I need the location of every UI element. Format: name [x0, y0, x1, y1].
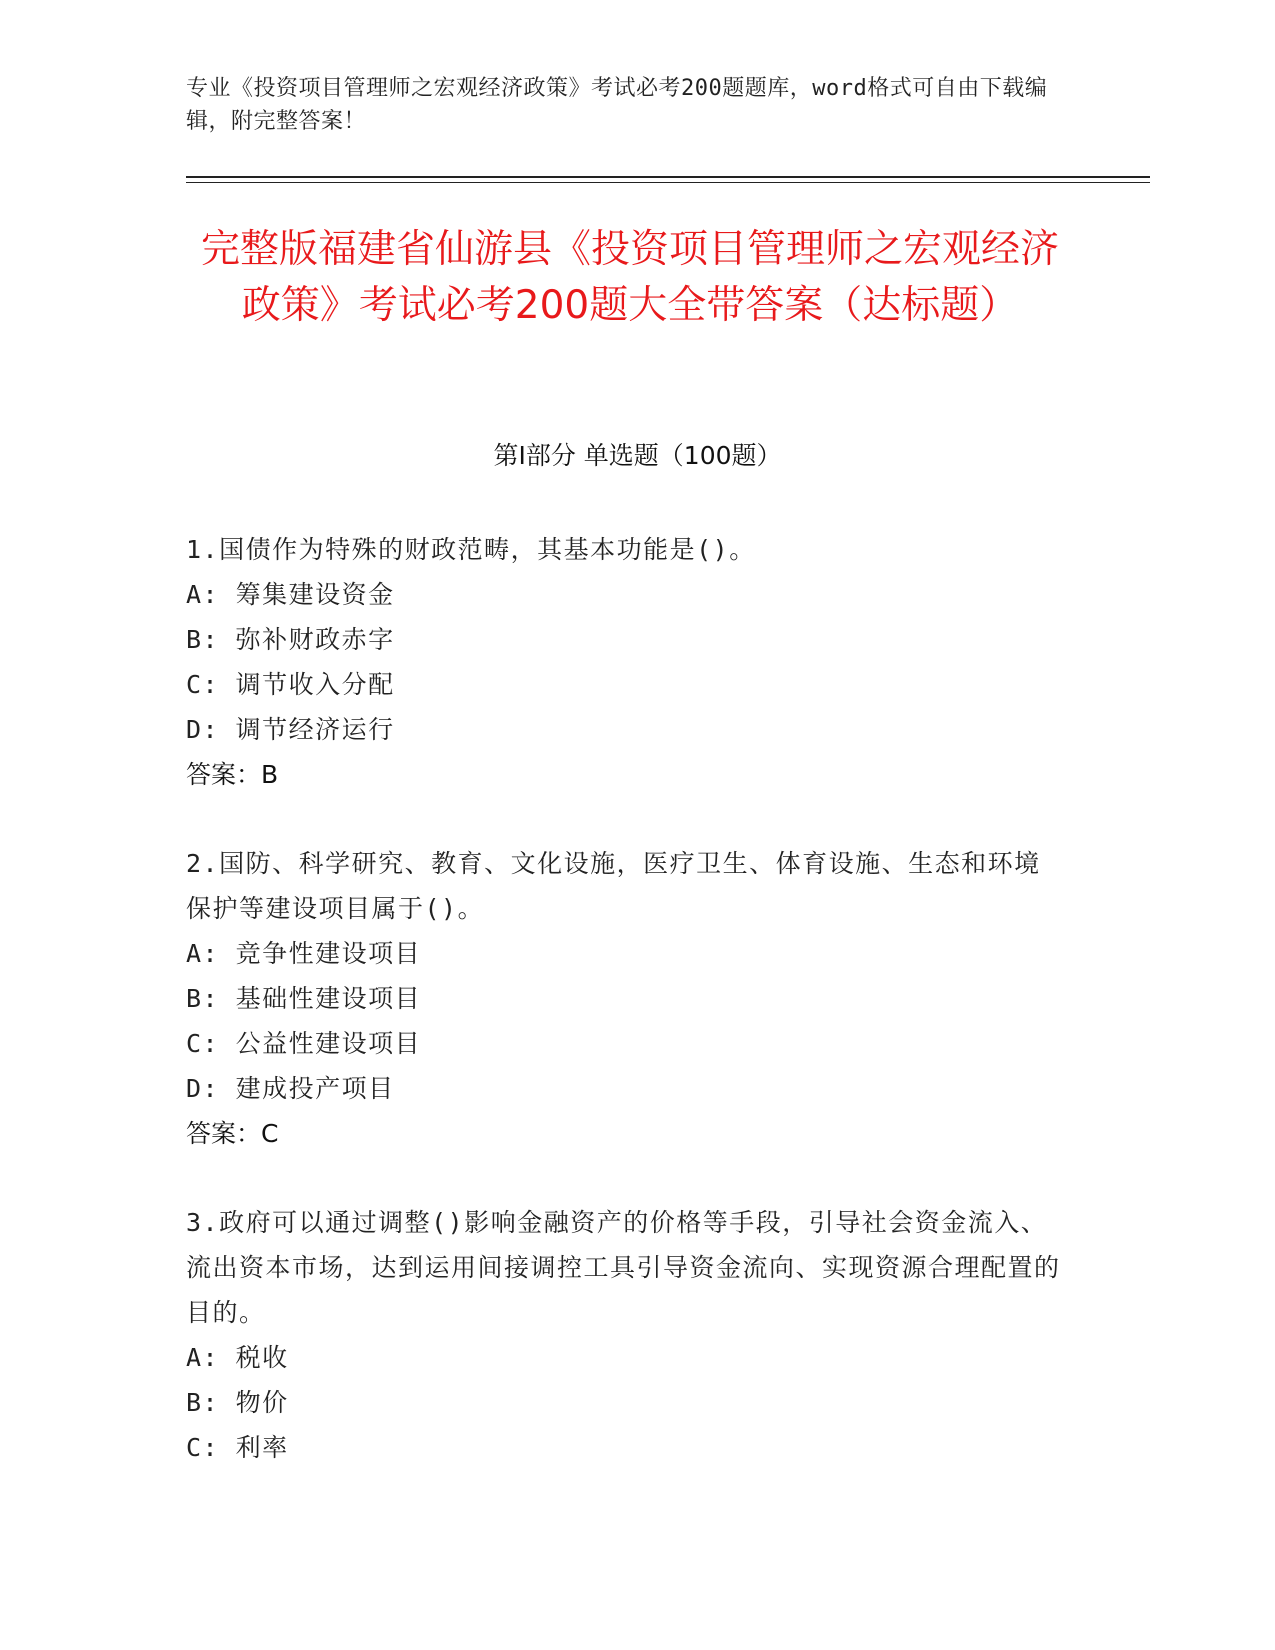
- header-divider-thin: [186, 182, 1150, 183]
- option-d: D: 调节经济运行: [186, 715, 395, 744]
- option-b: B: 物价: [186, 1388, 289, 1417]
- question-stem: 1.国债作为特殊的财政范畴，其基本功能是()。: [186, 535, 756, 564]
- option-a: A: 竞争性建设项目: [186, 939, 422, 968]
- answer: 答案：C: [186, 1119, 279, 1148]
- option-c: C: 调节收入分配: [186, 670, 395, 699]
- option-b: B: 弥补财政赤字: [186, 625, 395, 654]
- option-c: C: 公益性建设项目: [186, 1029, 422, 1058]
- question-3: [186, 1200, 1066, 1470]
- option-d: D: 建成投产项目: [186, 1074, 395, 1103]
- question-stem: 3.政府可以通过调整()影响金融资产的价格等手段，引导社会资金流入、流出资本市场，达到运用间接调控工具引导资金流向、实现资源合理配置的目的。: [186, 1208, 1061, 1327]
- header-note: 专业《投资项目管理师之宏观经济政策》考试必考200题题库，word格式可自由下载编辑，附完整答案！: [186, 76, 1048, 134]
- header-divider: [186, 176, 1150, 178]
- answer: 答案：B: [186, 760, 279, 789]
- question-1: [186, 527, 1066, 797]
- question-list: [186, 527, 1066, 1514]
- option-b: B: 基础性建设项目: [186, 984, 422, 1013]
- question-2: [186, 841, 1066, 1156]
- document-title: 完整版福建省仙游县《投资项目管理师之宏观经济政策》考试必考200题大全带答案（达标题）: [200, 227, 1059, 328]
- option-c: C: 利率: [186, 1433, 289, 1462]
- option-a: A: 筹集建设资金: [186, 580, 395, 609]
- option-a: A: 税收: [186, 1343, 289, 1372]
- question-stem: 2.国防、科学研究、教育、文化设施，医疗卫生、体育设施、生态和环境保护等建设项目属于()。: [186, 849, 1041, 923]
- section-title: 第I部分 单选题（100题）: [493, 441, 782, 470]
